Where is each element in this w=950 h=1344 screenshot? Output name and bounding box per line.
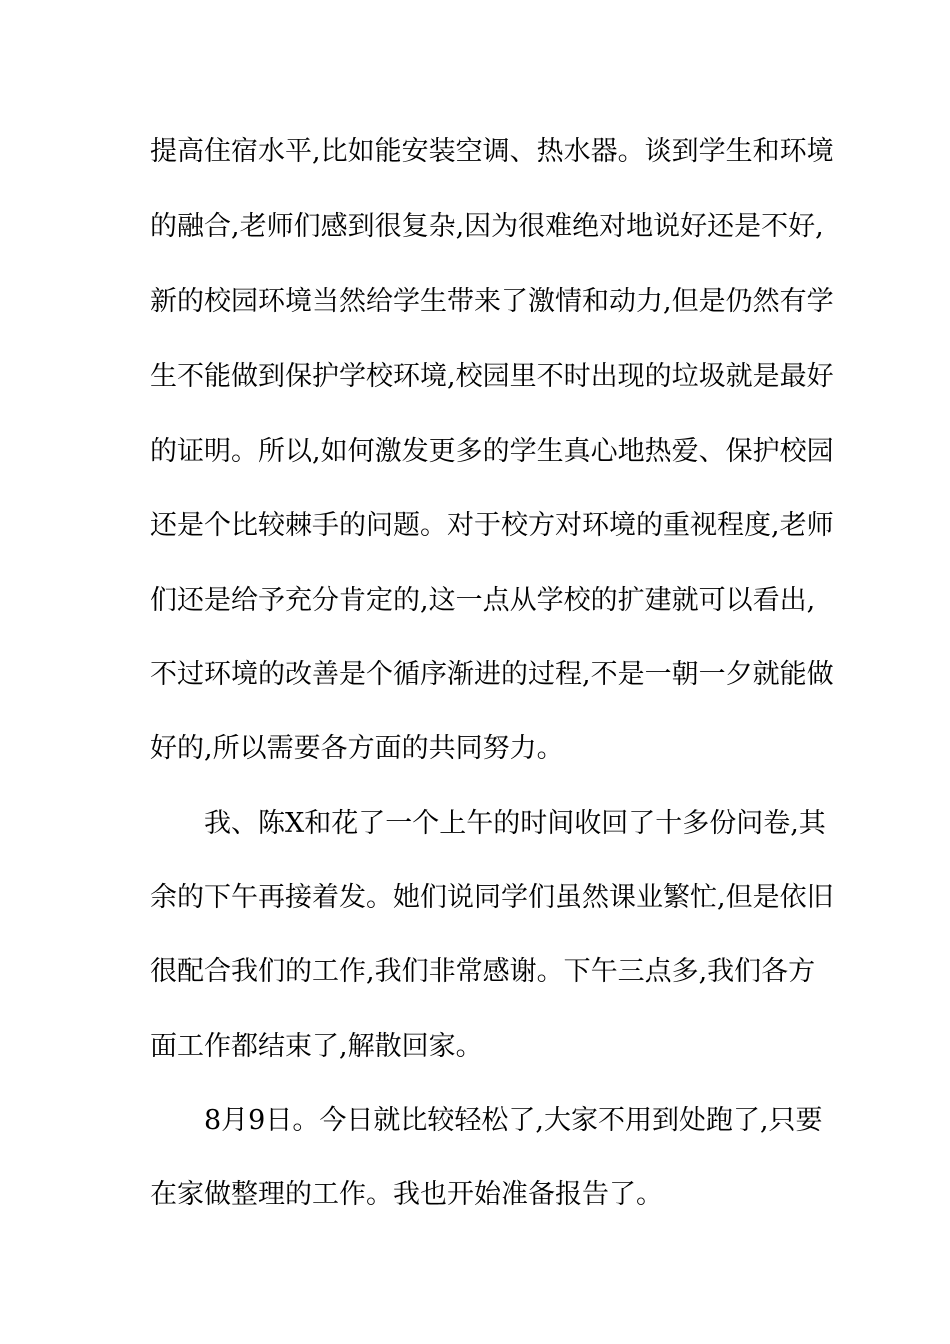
text-line: 很配合我们的工作,我们非常感谢。下午三点多,我们各方 [150, 956, 816, 987]
text-line: 不过环境的改善是个循序渐进的过程,不是一朝一夕就能做 [150, 659, 834, 690]
text-line: 我、陈X和花了一个上午的时间收回了十多份问卷,其 [204, 808, 826, 839]
text-line: 还是个比较棘手的问题。对于校方对环境的重视程度,老师 [150, 510, 834, 541]
text-line: 面工作都结束了,解散回家。 [150, 1031, 483, 1062]
text-line: 的证明。所以,如何激发更多的学生真心地热爱、保护校园 [150, 436, 834, 467]
text-line: 提高住宿水平,比如能安装空调、热水器。谈到学生和环境 [150, 136, 834, 167]
text-line: 余的下午再接着发。她们说同学们虽然课业繁忙,但是依旧 [150, 882, 834, 913]
text-line: 8月9日。今日就比较轻松了,大家不用到处跑了,只要 [204, 1105, 823, 1136]
text-line: 新的校园环境当然给学生带来了激情和动力,但是仍然有学 [150, 286, 834, 317]
text-line: 好的,所以需要各方面的共同努力。 [150, 733, 564, 764]
text-line: 的融合,老师们感到很复杂,因为很难绝对地说好还是不好, [150, 211, 824, 242]
text-line: 们还是给予充分肯定的,这一点从学校的扩建就可以看出, [150, 585, 816, 616]
text-line: 生不能做到保护学校环境,校园里不时出现的垃圾就是最好 [150, 361, 834, 392]
text-line: 在家做整理的工作。我也开始准备报告了。 [150, 1179, 663, 1210]
